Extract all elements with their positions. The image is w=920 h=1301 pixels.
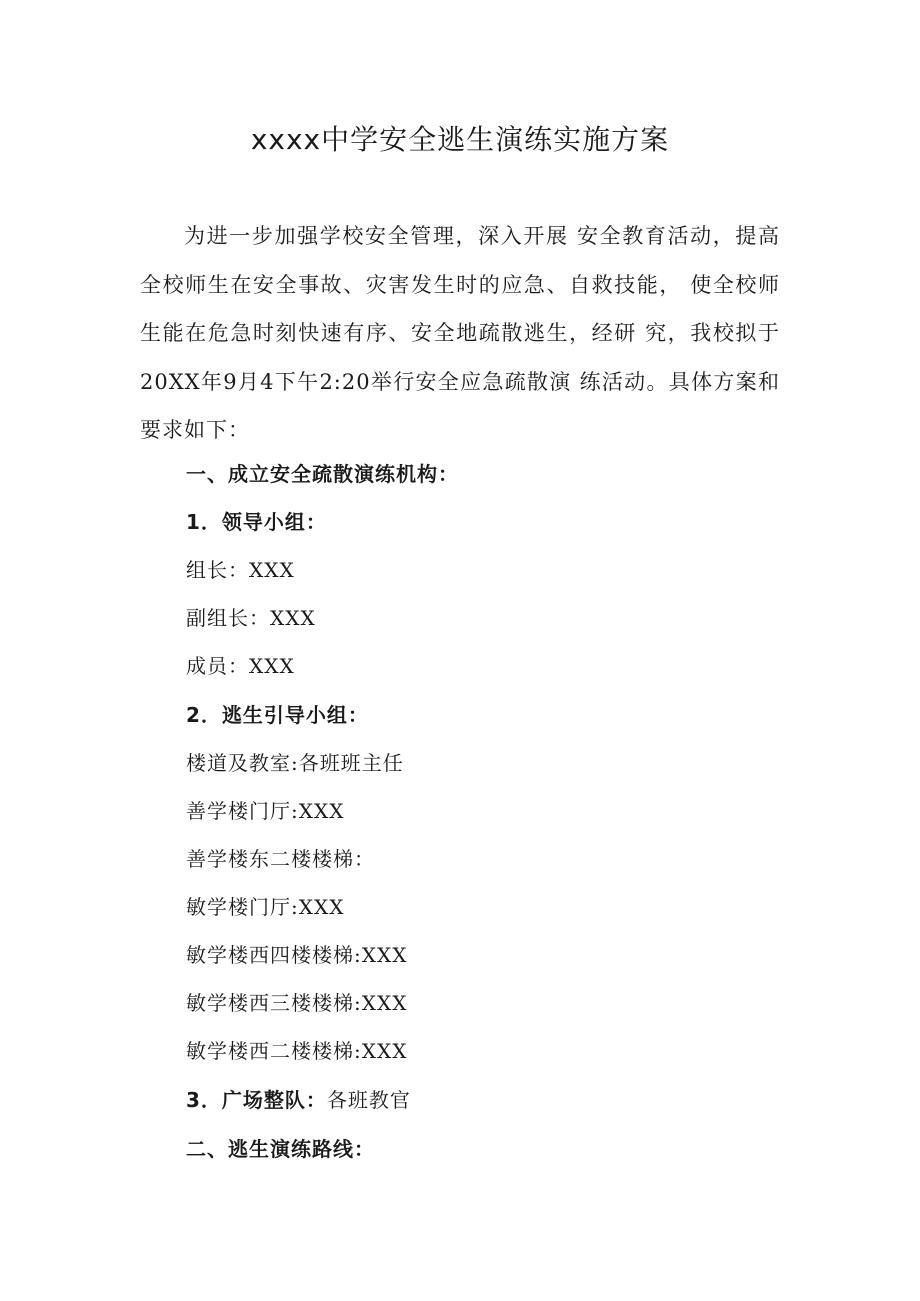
list-item-minxue-west-4f: 敏学楼西四楼楼梯:XXX	[186, 943, 408, 967]
subsection-heading-square: 3．广场整队：	[186, 1088, 327, 1112]
square-assembly-value: 各班教官	[326, 1088, 411, 1112]
list-item-minxue-west-3f: 敏学楼西三楼楼梯:XXX	[186, 991, 408, 1015]
list-item-leader: 组长：XXX	[186, 558, 295, 582]
list-item-shanxue-east-2f: 善学楼东二楼楼梯：	[186, 847, 375, 871]
list-item-shanxue-lobby: 善学楼门厅:XXX	[186, 799, 345, 823]
list-item-deputy-leader: 副组长：XXX	[186, 606, 316, 630]
list-item-minxue-west-2f: 敏学楼西二楼楼梯:XXX	[186, 1039, 408, 1063]
section-heading-organization: 一、成立安全疏散演练机构：	[186, 462, 459, 486]
intro-paragraph: 为进一步加强学校安全管理，深入开展 安全教育活动，提高全校师生在安全事故、灾害发生时的应急、自救技能， 使全校师生能在危急时刻快速有序、安全地疏散逃生，经研 究，我校拟于20XX年9月4下午2:20举行安全应急疏散演 练活动。具体方案和要求如下：	[140, 224, 780, 442]
list-item-minxue-lobby: 敏学楼门厅:XXX	[186, 895, 345, 919]
document-title: xxxx中学安全逃生演练实施方案	[250, 123, 670, 156]
subsection-heading-guide-team: 2．逃生引导小组：	[186, 703, 369, 727]
list-item-corridor: 楼道及教室:各班班主任	[186, 751, 404, 775]
subsection-square-assembly	[186, 1085, 411, 1115]
list-item-members: 成员：XXX	[186, 654, 295, 678]
section-heading-routes: 二、逃生演练路线：	[186, 1137, 375, 1161]
subsection-heading-leadership: 1．领导小组：	[186, 510, 327, 534]
